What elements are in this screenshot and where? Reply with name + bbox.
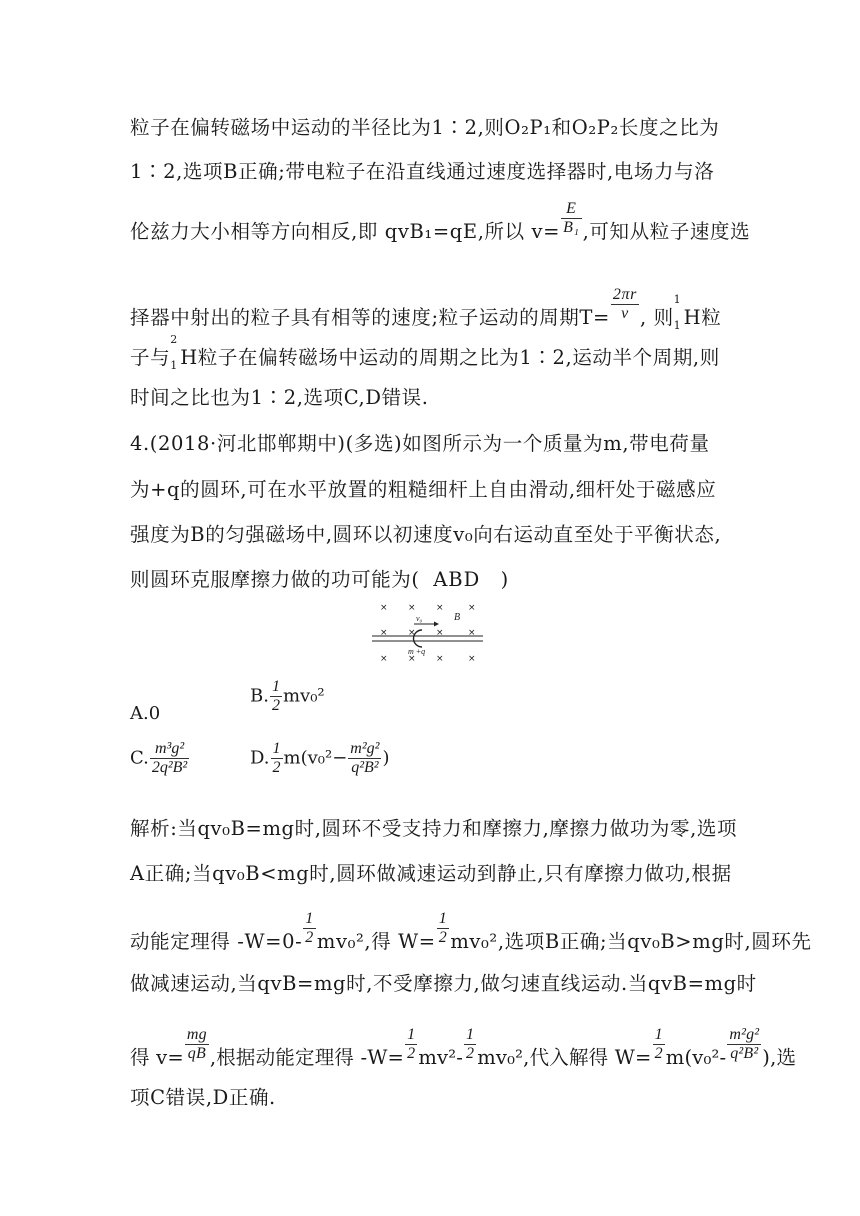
answer-text: ABD — [433, 568, 481, 591]
analysis-line-5 — [130, 1026, 797, 1077]
cross-mark: × — [436, 628, 444, 638]
option-d-prefix: D. — [250, 747, 270, 769]
option-b-fraction — [270, 678, 282, 715]
analysis-line-3 — [130, 910, 812, 961]
isotope-z: 1 — [673, 318, 682, 332]
solution-line-3-text-b: ,可知从粒子速度选 — [582, 220, 751, 243]
solution-line-6: 时间之比也为1∶2,选项C,D错误. — [130, 386, 429, 409]
analysis-fraction — [185, 1026, 209, 1063]
solution-line-5-text-a: 子与 — [130, 346, 171, 369]
isotope-z: 1 — [170, 358, 178, 372]
solution-line-4-text-c: H粒 — [683, 306, 722, 329]
solution-line-2: 1∶2,选项B正确;带电粒子在沿直线通过速度选择器时,电场力与洛 — [130, 160, 715, 183]
question-line-4 — [130, 568, 509, 592]
fraction-numerator: 1 — [271, 678, 280, 695]
analysis-line-5-text-b: ,根据动能定理得 -W= — [209, 1046, 405, 1069]
analysis-line-3-text-c: mv₀²,选项B正确;当qv₀B>mg时,圆环先 — [450, 930, 812, 953]
fraction-numerator: 2πr — [612, 286, 637, 303]
cross-mark: × — [408, 654, 416, 662]
option-b — [250, 678, 325, 715]
fraction-numerator: m²g² — [350, 740, 380, 757]
question-line-3: 强度为B的匀强磁场中,圆环以初速度v₀向右运动直至处于平衡状态, — [130, 523, 722, 546]
velocity-arrow-head — [434, 622, 439, 627]
ring-on-rod-figure — [370, 600, 485, 662]
cross-mark: × — [436, 603, 444, 613]
fraction-numerator: 1 — [272, 740, 281, 757]
analysis-line-6: 项C错误,D正确. — [130, 1086, 276, 1109]
fraction-denominator: 2 — [438, 929, 448, 946]
solution-line-4-text-b: , 则 — [639, 306, 674, 329]
fraction-numerator: 1 — [305, 910, 314, 927]
analysis-fraction — [464, 1026, 476, 1063]
option-d-fraction — [271, 740, 283, 777]
cross-mark: × — [380, 603, 388, 613]
analysis-line-5-text-c: mv²- — [418, 1046, 464, 1069]
option-b-expression: mv₀² — [282, 685, 325, 707]
solution-line-3-text-a: 伦兹力大小相等方向相反,即 qvB₁=qE,所以 v= — [130, 220, 561, 243]
cross-mark: × — [408, 603, 416, 613]
fraction-numerator: 1 — [654, 1026, 663, 1043]
fraction-numerator: 1 — [407, 1026, 416, 1043]
cross-mark: × — [436, 654, 444, 662]
analysis-line-2: A正确;当qv₀B<mg时,圆环做减速运动到静止,只有摩擦力做功,根据 — [130, 862, 732, 885]
question-line-2: 为+q的圆环,可在水平放置的粗糙细杆上自由滑动,细杆处于磁感应 — [130, 478, 717, 501]
fraction-denominator: 2 — [407, 1045, 416, 1062]
option-d-inner-fraction — [348, 740, 381, 777]
cross-mark: × — [380, 628, 388, 638]
fraction-denominator: 2 — [271, 697, 280, 714]
solution-line-3 — [130, 200, 751, 251]
cross-mark: × — [468, 654, 476, 662]
isotope-notation: 1 $_1$ — [673, 293, 682, 332]
velocity-label: v₀ — [416, 614, 423, 623]
analysis-fraction — [437, 910, 450, 947]
analysis-line-5-text-d: mv₀²,代入解得 W= — [477, 1046, 652, 1069]
magnetic-field-label: B — [454, 612, 461, 623]
option-c-fraction — [150, 740, 189, 777]
fraction-numerator: m²g² — [729, 1026, 760, 1043]
fraction-denominator: q²B² — [348, 758, 381, 777]
analysis-line-4: 做减速运动,当qvB=mg时,不受摩擦力,做匀速直线运动.当qvB=mg时 — [130, 972, 757, 995]
analysis-line-3-text-a: 动能定理得 -W=0- — [130, 930, 303, 953]
fraction-denominator: 2 — [305, 929, 314, 946]
option-d — [250, 740, 389, 777]
fraction-denominator: qB — [185, 1044, 209, 1063]
option-a: A.0 — [130, 703, 161, 724]
mass-charge-label: m +q — [408, 647, 426, 656]
fraction-denominator: 2 — [272, 759, 281, 776]
question-line-4-text-b: ) — [500, 568, 509, 591]
solution-line-1: 粒子在偏转磁场中运动的半径比为1∶2,则O₂P₁和O₂P₂长度之比为 — [130, 116, 720, 139]
solution-line-4-text-a: 择器中射出的粒子具有相等的速度;粒子运动的周期T= — [130, 306, 610, 329]
question-line-4-text-a: 则圆环克服摩擦力做的功可能为( — [130, 568, 420, 591]
cross-mark: × — [468, 603, 476, 613]
fraction-denominator: q²B² — [727, 1044, 761, 1063]
fraction-numerator: mg — [186, 1026, 207, 1043]
fraction-denominator: 2q²B² — [151, 759, 188, 776]
analysis-fraction — [303, 910, 316, 947]
option-d-expression-b: ) — [382, 747, 390, 769]
fraction-numerator: 1 — [466, 1026, 475, 1043]
option-b-prefix: B. — [250, 685, 269, 707]
velocity-fraction — [561, 200, 582, 237]
option-d-expression-a: m(v₀²− — [283, 747, 348, 769]
option-c — [130, 740, 190, 777]
fraction-denominator: v — [611, 304, 639, 323]
fraction-numerator: m³g² — [154, 740, 185, 757]
cross-mark: × — [380, 654, 388, 662]
fraction-numerator: 1 — [438, 910, 448, 927]
analysis-line-5-text-f: ),选 — [762, 1046, 797, 1069]
analysis-fraction — [653, 1026, 665, 1063]
fraction-denominator: B₁ — [563, 219, 580, 236]
solution-line-5 — [130, 333, 720, 372]
analysis-fraction — [405, 1026, 417, 1063]
cross-mark: × — [468, 628, 476, 638]
analysis-fraction — [727, 1026, 761, 1063]
question-line-1: 4.(2018·河北邯郸期中)(多选)如图所示为一个质量为m,带电荷量 — [130, 432, 710, 455]
analysis-line-3-text-b: mv₀²,得 W= — [316, 930, 436, 953]
analysis-line-1: 解析:当qv₀B=mg时,圆环不受支持力和摩擦力,摩擦力做功为零,选项 — [130, 817, 738, 840]
option-c-prefix: C. — [130, 747, 149, 769]
fraction-denominator: 2 — [466, 1045, 475, 1062]
fraction-denominator: 2 — [654, 1045, 663, 1062]
fraction-numerator: E — [566, 200, 577, 217]
cross-mark: × — [408, 628, 416, 638]
solution-line-5-text-b: H粒子在偏转磁场中运动的周期之比为1∶2,运动半个周期,则 — [180, 346, 720, 369]
isotope-notation: 2 $_1$ — [170, 333, 178, 372]
analysis-line-5-text-a: 得 v= — [130, 1046, 184, 1069]
period-fraction — [611, 286, 639, 323]
analysis-line-5-text-e: m(v₀²- — [665, 1046, 727, 1069]
